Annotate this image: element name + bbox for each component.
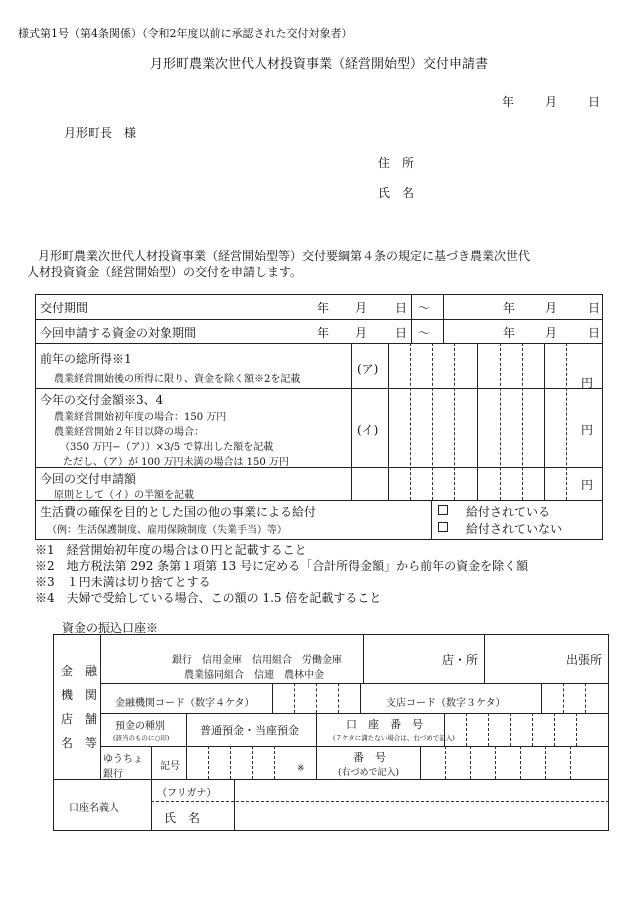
other-benefit-note: （例：生活保護制度、雇用保険制度（失業手当）等）: [47, 525, 287, 536]
current-amount-label: 今回の交付申請額: [40, 472, 137, 486]
branch-label: 店・所: [442, 653, 479, 667]
bank-side-label-3: 店 舗: [61, 712, 98, 726]
this-year-note-1: 農業経営開始初年度の場合：150 万円: [54, 412, 227, 423]
target-end-month: 月: [545, 326, 558, 340]
kigo-label: 記号: [160, 761, 180, 772]
table-divider: [186, 713, 187, 746]
benefit-yes-label: 給付されている: [466, 505, 551, 519]
holder-name-label: 氏 名: [164, 811, 201, 825]
bank-name-field[interactable]: [101, 635, 191, 682]
mark-i: (イ): [357, 423, 379, 437]
account-number-hint: (７ケタに満たない場合は、右づめで記入): [333, 734, 455, 742]
deposit-type-hint: (該当のものに○印): [113, 734, 170, 742]
holder-name-field[interactable]: [235, 802, 608, 830]
deposit-type-label: 預金の種別: [115, 721, 165, 732]
account-holder-label: 口座名義人: [69, 803, 119, 814]
branch-office-label: 出張所: [566, 653, 603, 667]
target-end-year: 年: [503, 326, 516, 340]
this-year-note-3: （350 万円−（ア））×3/5 で算出した額を記載: [60, 442, 274, 453]
bank-section-title: 資金の振込口座※: [62, 621, 159, 635]
period-end-month: 月: [545, 301, 558, 315]
table-divider: [360, 683, 361, 713]
current-amount-field[interactable]: [389, 469, 602, 499]
note-2: ※2 地方税法第 292 条第１項第 13 号に定める「合計所得金額」から前年の資金を除く額: [35, 559, 529, 573]
target-period-label: 今回申請する資金の対象期間: [40, 326, 197, 340]
bank-code-label: 金融機関コード（数字４ケタ）: [115, 698, 255, 709]
bank-side-label-4: 名 等: [61, 736, 98, 750]
bank-code-field[interactable]: [273, 684, 359, 712]
other-benefit-label: 生活費の確保を目的とした国の他の事業による給付: [40, 505, 317, 519]
period-end-day: 日: [588, 301, 601, 315]
furigana-field[interactable]: [235, 780, 608, 800]
yucho-label-1: ゆうちょ: [103, 754, 143, 765]
yucho-number-field[interactable]: [421, 747, 608, 778]
date-day-label: 日: [588, 95, 601, 109]
table-divider: [35, 343, 603, 344]
page-title: 月形町農業次世代人材投資事業（経営開始型）交付申請書: [150, 57, 489, 72]
period-start-month: 月: [355, 301, 368, 315]
table-divider: [484, 634, 485, 683]
prev-income-label: 前年の総所得※1: [40, 352, 132, 366]
table-divider: [35, 319, 603, 320]
table-divider: [443, 294, 444, 343]
benefit-no-label: 給付されていない: [466, 522, 563, 536]
this-year-label: 今年の交付金額※3、4: [40, 393, 164, 407]
period-end-year: 年: [503, 301, 516, 315]
period-start-year: 年: [317, 301, 330, 315]
table-divider: [431, 500, 432, 540]
branch-code-label: 支店コード（数字３ケタ）: [386, 698, 506, 709]
target-tilde: 〜: [418, 326, 431, 340]
target-start-year: 年: [317, 326, 330, 340]
prev-income-note: 農業経営開始後の所得に限り、資金を除く額※2を記載: [54, 374, 301, 385]
yucho-label-2: 銀行: [103, 769, 123, 780]
note-3: ※3 １円未満は切り捨てとする: [35, 575, 211, 589]
table-divider: [316, 746, 317, 779]
bank-side-label-1: 金 融: [61, 664, 98, 678]
bank-types-line-1: 銀行 信用金庫 信用組合 労働金庫: [172, 655, 342, 666]
this-year-note-4: ただし、（ア）が 100 万円未満の場合は 150 万円: [63, 457, 289, 468]
prev-income-amount-field[interactable]: [389, 352, 602, 382]
this-year-amount-field[interactable]: [389, 392, 602, 464]
branch-name-field[interactable]: [364, 635, 439, 682]
date-year-label: 年: [502, 95, 515, 109]
this-year-note-2: 農業経営開始２年目以降の場合：: [54, 427, 204, 438]
this-year-yen: 円: [581, 423, 594, 437]
intro-line-1: 月形町農業次世代人材投資事業（経営開始型等）交付要綱第４条の規定に基づき農業次世代: [38, 249, 531, 263]
addressee: 月形町長 様: [64, 126, 137, 140]
account-number-field[interactable]: [445, 714, 608, 745]
target-start-month: 月: [355, 326, 368, 340]
bank-side-label-2: 機 関: [61, 688, 98, 702]
intro-line-2: 人材投資資金（経営開始型）の交付を申請します。: [27, 265, 303, 279]
bank-types-line-2: 農業協同組合 信連 農林中金: [184, 670, 324, 681]
furigana-label: （フリガナ）: [157, 788, 217, 799]
table-divider: [316, 713, 317, 746]
branch-code-field[interactable]: [542, 684, 608, 712]
deposit-type-options[interactable]: 普通預金・当座預金: [200, 724, 299, 737]
period-label: 交付期間: [40, 301, 89, 315]
note-1: ※1 経営開始初年度の場合は０円と記載すること: [35, 543, 307, 557]
table-divider: [411, 294, 412, 343]
date-month-label: 月: [545, 95, 558, 109]
benefit-no-checkbox[interactable]: [438, 522, 448, 532]
target-end-day: 日: [588, 326, 601, 340]
account-number-label: 口 座 番 号: [346, 718, 423, 731]
table-divider: [35, 388, 603, 389]
current-amount-note: 原則として（イ）の半額を記載: [54, 490, 194, 501]
yucho-number-label: 番 号: [353, 751, 386, 764]
target-start-day: 日: [395, 326, 408, 340]
address-label: 住 所: [378, 156, 415, 170]
yucho-asterisk: ※: [297, 764, 305, 774]
prev-income-yen: 円: [581, 376, 594, 390]
current-amount-yen: 円: [581, 478, 594, 492]
form-number: 様式第1号（第4条関係）（令和2年度以前に承認された交付対象者）: [18, 27, 353, 40]
table-divider: [351, 343, 352, 500]
period-tilde: 〜: [418, 301, 431, 315]
yucho-kigo-field[interactable]: [187, 747, 315, 778]
mark-a: (ア): [357, 362, 379, 376]
yucho-number-hint: (右づめで記入): [338, 768, 400, 778]
period-start-day: 日: [395, 301, 408, 315]
name-label: 氏 名: [378, 186, 415, 200]
benefit-yes-checkbox[interactable]: [438, 505, 448, 515]
table-divider: [151, 779, 152, 831]
table-divider: [151, 746, 152, 779]
note-4: ※4 夫婦で受給している場合、この額の 1.5 倍を記載すること: [35, 591, 382, 605]
